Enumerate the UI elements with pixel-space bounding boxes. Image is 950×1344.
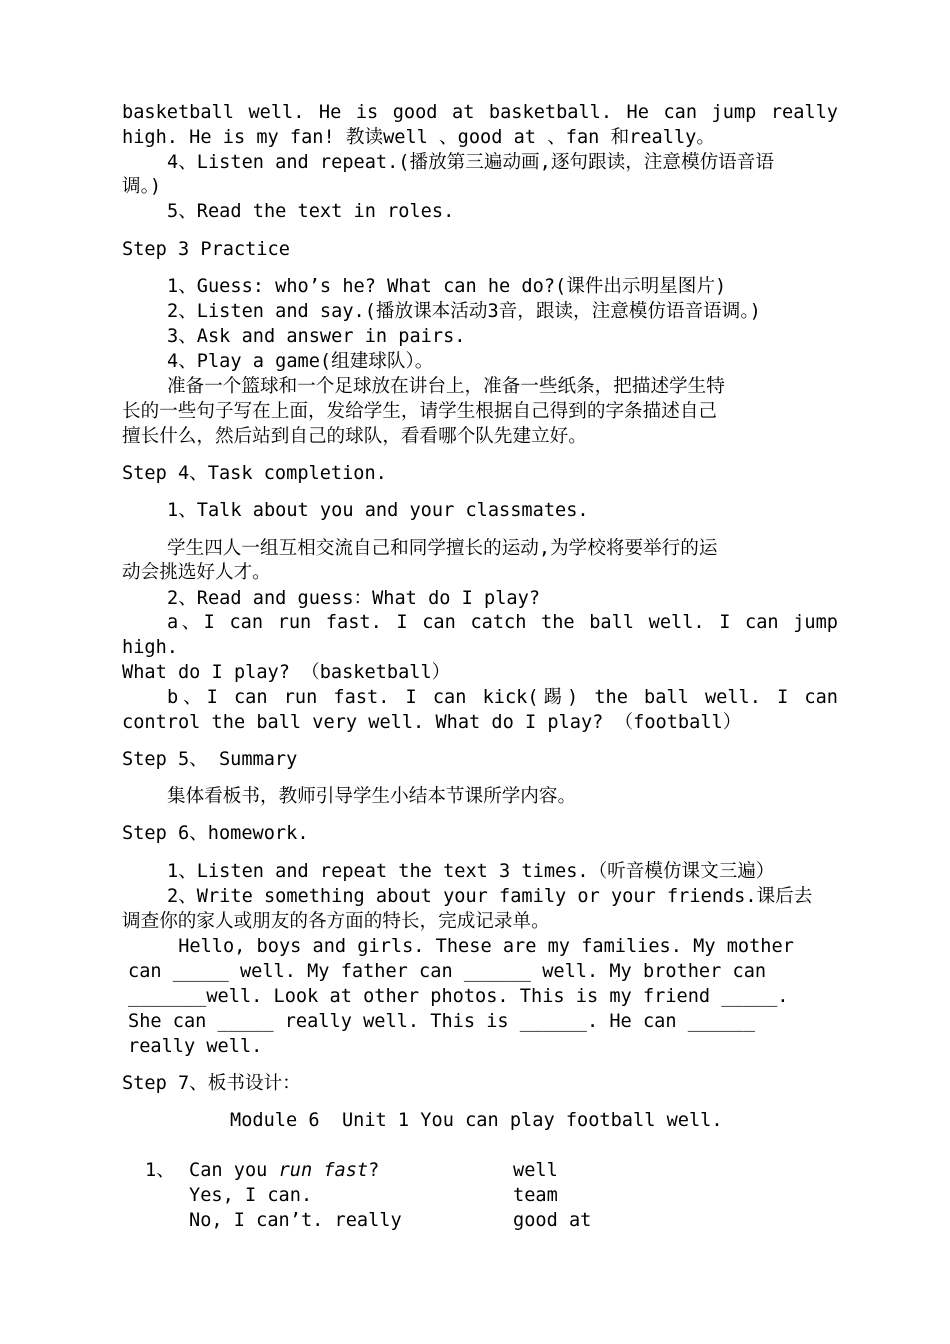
step-heading: Step 3 Practice xyxy=(122,239,290,260)
board-question-prefix: Can you xyxy=(189,1160,279,1181)
text-line: really well. xyxy=(128,1036,263,1057)
board-answer-yes: Yes, I can. xyxy=(189,1185,313,1206)
text-line: 5、Read the text in roles. xyxy=(167,201,455,222)
text-line: She can _____ really well. This is ______. He can ______ xyxy=(128,1011,755,1032)
text-line: 调。) xyxy=(122,176,162,197)
text-line: 2、Write something about your family or your friends.课后去 xyxy=(167,886,813,907)
text-line: basketball well. He is good at basketball. He can jump really xyxy=(122,102,838,123)
text-line: can _____ well. My father can ______ well. My brother can xyxy=(128,961,767,982)
text-line: 2、Read and guess：What do I play? xyxy=(167,588,541,609)
text-line: high. He is my fan! 教读well 、good at 、fan 和really。 xyxy=(122,127,715,148)
text-line: control the ball very well. What do I play? （football） xyxy=(122,712,742,733)
text-line: 长的一些句子写在上面，发给学生，请学生根据自己得到的字条描述自己 xyxy=(122,401,718,422)
text-line: 4、Listen and repeat.(播放第三遍动画,逐句跟读，注意模仿语音语 xyxy=(167,152,774,173)
text-line: 1、Talk about you and your classmates. xyxy=(167,500,589,521)
text-line: Hello, boys and girls. These are my families. My mother xyxy=(167,936,794,957)
text-line: 学生四人一组互相交流自己和同学擅长的运动,为学校将要举行的运 xyxy=(167,538,718,559)
board-question-key-phrase: run fast xyxy=(278,1160,369,1181)
text-line: 准备一个篮球和一个足球放在讲台上，准备一些纸条，把描述学生特 xyxy=(167,376,725,397)
text-line: 集体看板书，教师引导学生小结本节课所学内容。 xyxy=(167,786,577,807)
text-line: high. xyxy=(122,637,178,658)
board-title: Module 6 Unit 1 You can play football well. xyxy=(230,1110,723,1131)
board-word: good at xyxy=(513,1210,592,1231)
board-word: well xyxy=(513,1160,558,1181)
board-word: team xyxy=(513,1185,558,1206)
step-heading: Step 4、Task completion. xyxy=(122,463,387,484)
step-heading: Step 7、板书设计： xyxy=(122,1073,301,1094)
text-line: 动会挑选好人才。 xyxy=(122,562,271,583)
text-line: 调查你的家人或朋友的各方面的特长，完成记录单。 xyxy=(122,911,550,932)
text-line: b、I can run fast. I can kick(踢) the ball well. I can xyxy=(167,687,838,708)
text-line: 擅长什么，然后站到自己的球队，看看哪个队先建立好。 xyxy=(122,426,587,447)
text-line: 4、Play a game(组建球队）。 xyxy=(167,351,434,372)
text-line: 2、Listen and say.(播放课本活动3音，跟读，注意模仿语音语调。) xyxy=(167,301,761,322)
text-line: 1、Guess: who’s he? What can he do?(课件出示明星图片) xyxy=(167,276,727,297)
step-heading: Step 6、homework. xyxy=(122,823,309,844)
text-line: a、I can run fast. I can catch the ball well. I can jump xyxy=(167,612,838,633)
board-item-number: 1、 xyxy=(145,1160,175,1181)
text-line: 1、Listen and repeat the text 3 times.（听音模仿课文三遍） xyxy=(167,861,775,882)
board-question xyxy=(189,1159,489,1183)
text-line: _______well. Look at other photos. This is my friend _____. xyxy=(128,986,789,1007)
text-line: 3、Ask and answer in pairs. xyxy=(167,326,466,347)
text-line: What do I play? （basketball） xyxy=(122,662,451,683)
board-answer-no: No, I can’t. really xyxy=(189,1210,402,1231)
step-heading: Step 5、 Summary xyxy=(122,749,298,770)
board-question-suffix: ? xyxy=(368,1160,380,1181)
